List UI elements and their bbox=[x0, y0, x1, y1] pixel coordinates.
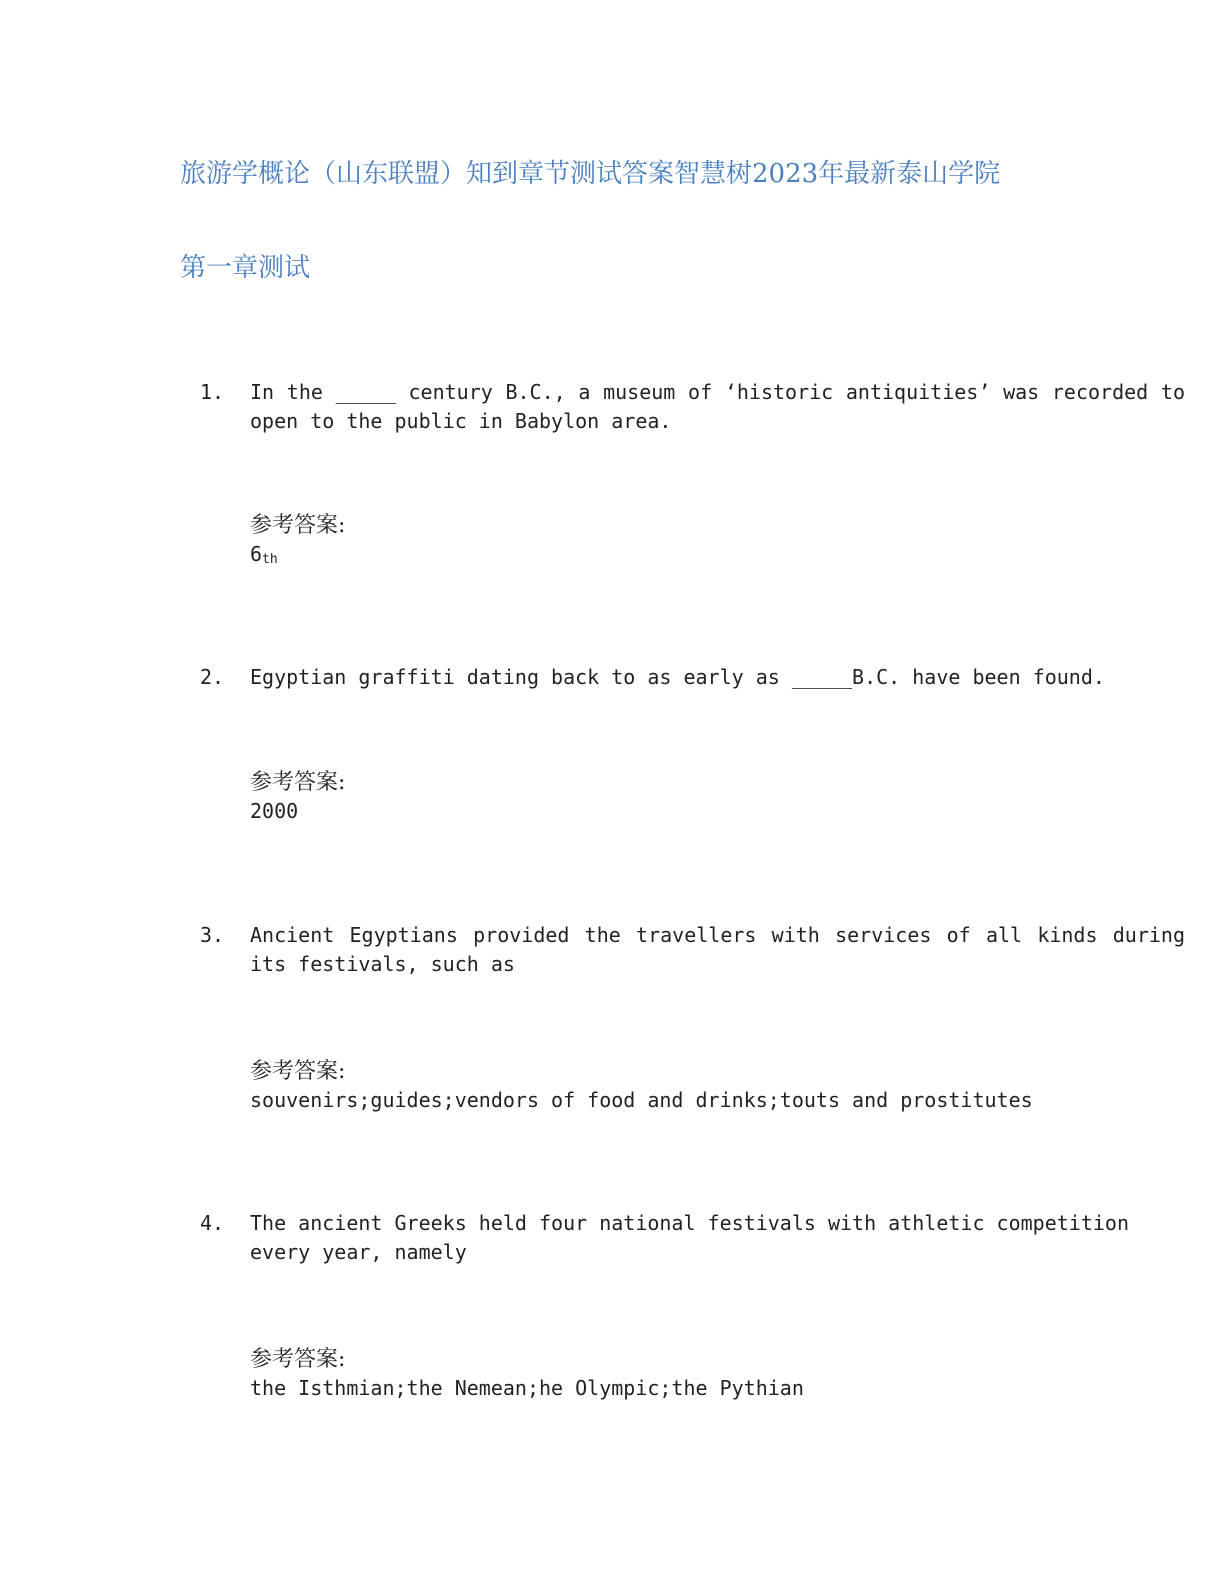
answer-suffix: th bbox=[262, 552, 278, 567]
answer-value bbox=[250, 797, 298, 825]
answer-label: 参考答案: bbox=[250, 1059, 346, 1084]
question-number: 2. bbox=[200, 665, 225, 689]
answer-value bbox=[250, 1086, 1033, 1114]
answer-label: 参考答案: bbox=[250, 1347, 346, 1372]
answer-main: souvenirs;guides;vendors of food and drinks;touts and prostitutes bbox=[250, 1088, 1033, 1112]
chapter-heading: 第一章测试 bbox=[180, 253, 311, 283]
question-text: In the _____ century B.C., a museum of ‘historic antiquities’ was recorded to open to the public in Babylon area. bbox=[250, 380, 1185, 433]
question-number: 1. bbox=[200, 380, 225, 404]
answer-value bbox=[250, 1374, 804, 1402]
answer-main: the Isthmian;the Nemean;he Olympic;the Pythian bbox=[250, 1376, 804, 1400]
document-title: 旅游学概论（山东联盟）知到章节测试答案智慧树2023年最新泰山学院 bbox=[180, 159, 1001, 189]
answer-main: 2000 bbox=[250, 799, 299, 823]
question-text: Egyptian graffiti dating back to as early as _____B.C. have been found. bbox=[250, 665, 1105, 689]
answer-label: 参考答案: bbox=[250, 513, 346, 538]
question-text: Ancient Egyptians provided the travellers with services of all kinds during its festivals, such as bbox=[250, 923, 1185, 976]
answer-label: 参考答案: bbox=[250, 770, 346, 795]
answer-main: 6 bbox=[250, 542, 263, 566]
question-number: 3. bbox=[200, 923, 225, 947]
answer-value bbox=[250, 540, 278, 574]
question-text: The ancient Greeks held four national festivals with athletic competition every year, namely bbox=[250, 1211, 1129, 1264]
question-number: 4. bbox=[200, 1211, 225, 1235]
